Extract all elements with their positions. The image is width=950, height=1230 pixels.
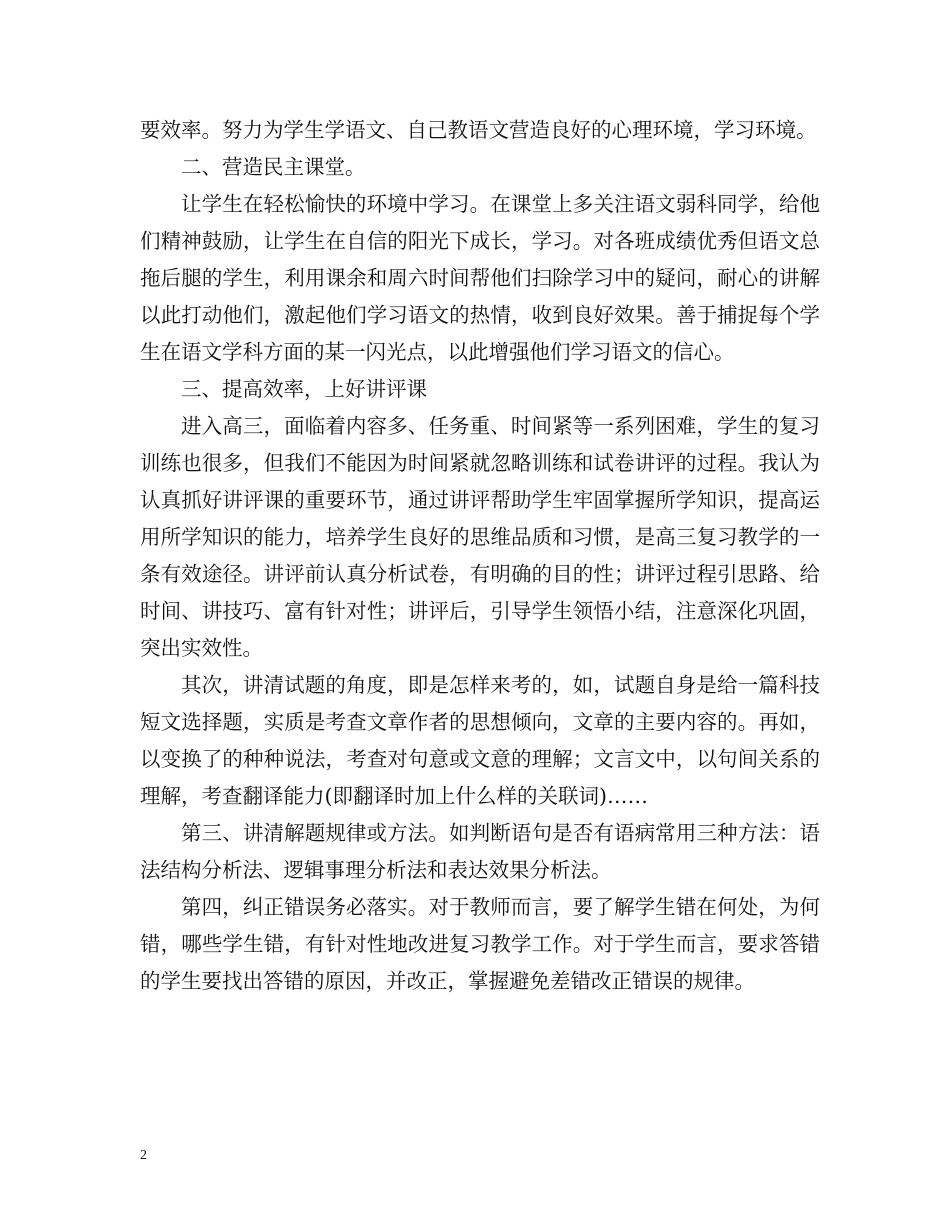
paragraph-relaxed-learning: 让学生在轻松愉快的环境中学习。在课堂上多关注语文弱科同学，给他们精神鼓励，让学生在自信的阳光下成长，学习。对各班成绩优秀但语文总拖后腿的学生，利用课余和周六时间帮他们扫除学习中的疑问，耐心的讲解以此打动他们，激起他们学习语文的热情，收到良好效果。善于捕捉每个学生在语文学科方面的某一闪光点，以此增强他们学习语文的信心。 [140,192,820,364]
page-number: 2 [140,1148,147,1163]
section-heading-review-class: 三、提高效率，上好讲评课 [181,377,427,401]
paragraph-problem-solving-methods: 第三、讲清解题规律或方法。如判断语句是否有语病常用三种方法：语法结构分析法、逻辑事理分析法和表达效果分析法。 [140,821,820,882]
paragraph-correct-errors: 第四，纠正错误务必落实。对于教师而言，要了解学生错在何处，为何错，哪些学生错，有针对性地改进复习教学工作。对于学生而言，要求答错的学生要找出答错的原因，并改正，掌握避免差错改正错误的规律。 [140,895,820,993]
section-heading-democratic-classroom: 二、营造民主课堂。 [181,155,366,179]
paragraph-senior-three-review: 进入高三，面临着内容多、任务重、时间紧等一系列困难，学生的复习训练也很多，但我们不能因为时间紧就忽略训练和试卷讲评的过程。我认为认真抓好讲评课的重要环节，通过讲评帮助学生牢固掌握所学知识，提高运用所学知识的能力，培养学生良好的思维品质和习惯，是高三复习教学的一条有效途径。讲评前认真分析试卷，有明确的目的性；讲评过程引思路、给时间、讲技巧、富有针对性；讲评后，引导学生领悟小结，注意深化巩固，突出实效性。 [140,414,820,660]
paragraph-question-angle: 其次，讲清试题的角度，即是怎样来考的，如，试题自身是给一篇科技短文选择题，实质是考查文章作者的思想倾向，文章的主要内容的。再如，以变换了的种种说法，考查对句意或文意的理解；文言文中，以句间关系的理解，考查翻译能力(即翻译时加上什么样的关联词)…… [140,673,820,808]
document-body [140,112,820,1000]
paragraph-continuation: 要效率。努力为学生学语文、自己教语文营造良好的心理环境，学习环境。 [140,118,817,142]
